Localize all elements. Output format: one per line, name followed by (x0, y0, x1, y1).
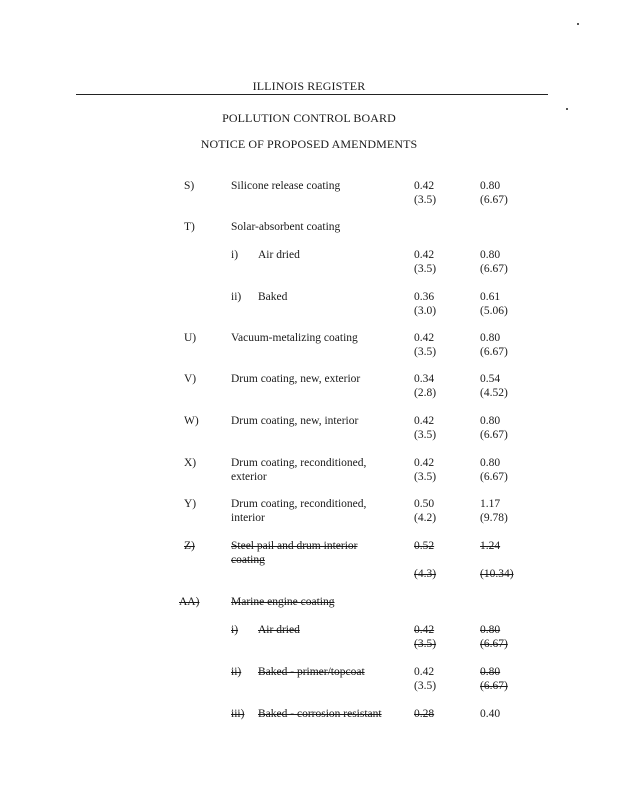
limit-value-metric: (3.5) (414, 429, 437, 441)
limit-value-metric: (3.0) (414, 305, 437, 317)
limit-value: 1.17 (480, 498, 501, 510)
limit-value-metric: (6.67) (480, 346, 508, 358)
subitem-description: Baked (258, 291, 288, 303)
item-label: Y) (184, 498, 197, 510)
scan-speck (566, 108, 568, 110)
limit-value: 0.42 (414, 457, 435, 469)
board-title: POLLUTION CONTROL BOARD (222, 111, 396, 125)
item-label: S) (184, 180, 195, 192)
struck-item-label: Z) (184, 540, 195, 552)
limit-value: 0.42 (414, 666, 435, 678)
item-label: T) (184, 221, 195, 233)
limit-value: 0.61 (480, 291, 501, 303)
subitem-description: Air dried (258, 249, 300, 261)
item-description: Silicone release coating (231, 180, 341, 192)
item-label: X) (184, 457, 197, 469)
register-title: ILLINOIS REGISTER (252, 79, 366, 93)
limit-value: 0.34 (414, 373, 435, 385)
limit-value: 0.40 (480, 708, 501, 720)
limit-value-metric: (6.67) (480, 194, 508, 206)
struck-item-description: Steel pail and drum interior (231, 540, 358, 552)
limit-value-metric: (9.78) (480, 512, 508, 524)
item-description: Drum coating, new, interior (231, 415, 359, 427)
struck-limit-value: 0.42 (414, 624, 435, 636)
limit-value-metric: (4.52) (480, 387, 508, 399)
struck-limit-value-metric: (4.3) (414, 568, 437, 580)
struck-limit-value: 0.80 (480, 666, 501, 678)
struck-limit-value-metric: (6.67) (480, 638, 508, 650)
limit-value-metric: (3.5) (414, 263, 437, 275)
limit-value-metric: (4.2) (414, 512, 437, 524)
limit-value-metric: (5.06) (480, 305, 508, 317)
limit-value-metric: (3.5) (414, 471, 437, 483)
limit-value: 0.36 (414, 291, 435, 303)
limit-value-metric: (6.67) (480, 263, 508, 275)
struck-item-label: AA) (179, 596, 200, 608)
limit-value: 0.80 (480, 249, 501, 261)
struck-subitem-label: i) (231, 624, 239, 636)
struck-limit-value-metric: (3.5) (414, 638, 437, 650)
limit-value: 0.80 (480, 180, 501, 192)
item-label: U) (184, 332, 197, 344)
limit-value: 0.54 (480, 373, 501, 385)
struck-subitem-description: Baked - corrosion resistant (258, 708, 382, 720)
limit-value: 0.42 (414, 180, 435, 192)
limit-value: 0.42 (414, 415, 435, 427)
item-label: W) (184, 415, 199, 427)
struck-limit-value: 0.52 (414, 540, 435, 552)
struck-limit-value: 0.80 (480, 624, 501, 636)
struck-limit-value-metric: (10.34) (480, 568, 514, 580)
struck-subitem-label: iii) (231, 708, 245, 720)
limit-value: 0.80 (480, 332, 501, 344)
limit-value: 0.50 (414, 498, 435, 510)
limit-value-metric: (3.5) (414, 680, 437, 692)
item-description: Drum coating, reconditioned, (231, 498, 367, 510)
item-description: Drum coating, reconditioned, (231, 457, 367, 469)
subitem-label: ii) (231, 291, 242, 303)
limit-value-metric: (3.5) (414, 194, 437, 206)
limit-value-metric: (6.67) (480, 429, 508, 441)
struck-limit-value: 0.28 (414, 708, 435, 720)
item-description-continued: exterior (231, 471, 267, 483)
struck-limit-value: 1.24 (480, 540, 501, 552)
item-description-continued: interior (231, 512, 265, 524)
limit-value: 0.42 (414, 249, 435, 261)
struck-item-description: Marine engine coating (231, 596, 335, 608)
limit-value-metric: (3.5) (414, 346, 437, 358)
item-description: Drum coating, new, exterior (231, 373, 361, 385)
struck-subitem-description: Air dried (258, 624, 300, 636)
subitem-label: i) (231, 249, 239, 261)
scan-speck (577, 23, 579, 25)
struck-limit-value-metric: (6.67) (480, 680, 508, 692)
notice-title: NOTICE OF PROPOSED AMENDMENTS (200, 137, 418, 151)
item-description: Solar-absorbent coating (231, 221, 341, 233)
item-label: V) (184, 373, 197, 385)
limit-value: 0.42 (414, 332, 435, 344)
item-description: Vacuum-metalizing coating (231, 332, 358, 344)
limit-value-metric: (2.8) (414, 387, 437, 399)
header-rule (76, 94, 548, 95)
limit-value: 0.80 (480, 415, 501, 427)
struck-item-description-continued: coating (231, 554, 265, 566)
struck-subitem-description: Baked - primer/topcoat (258, 666, 365, 678)
limit-value-metric: (6.67) (480, 471, 508, 483)
struck-subitem-label: ii) (231, 666, 242, 678)
limit-value: 0.80 (480, 457, 501, 469)
